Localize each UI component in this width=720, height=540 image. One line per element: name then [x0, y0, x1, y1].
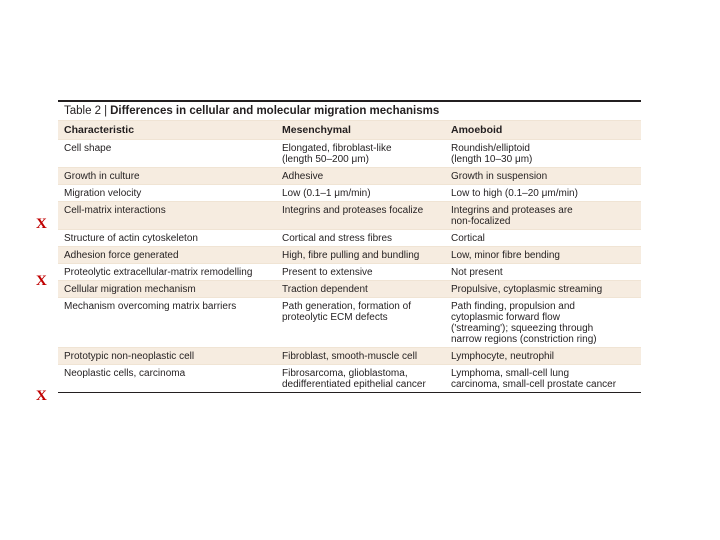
cell-text-line: Migration velocity — [64, 188, 142, 199]
cell-text-line: Propulsive, cytoplasmic streaming — [451, 284, 603, 295]
cell-text-line: Proteolytic extracellular-matrix remodelling — [64, 267, 253, 278]
cell-amoeboid — [445, 185, 641, 202]
cell-amoeboid — [445, 348, 641, 365]
cell-text-line: Mechanism overcoming matrix barriers — [64, 301, 237, 312]
marker-x: X — [36, 273, 47, 289]
cell-mesenchymal — [276, 298, 445, 348]
cell-text-line: Lymphoma, small-cell lung — [451, 368, 570, 379]
cell-mesenchymal — [276, 230, 445, 247]
cell-text-line: narrow regions (constriction ring) — [451, 334, 597, 345]
cell-text-line: (length 10–30 μm) — [451, 154, 533, 165]
cell-mesenchymal — [276, 348, 445, 365]
header-mesenchymal: Mesenchymal — [282, 124, 351, 136]
header-amoeboid: Amoeboid — [451, 124, 503, 136]
cell-text-line: ('streaming'); squeezing through — [451, 323, 594, 334]
table-row — [58, 365, 641, 393]
cell-amoeboid — [445, 202, 641, 230]
cell-text-line: Cell-matrix interactions — [64, 205, 166, 216]
cell-characteristic — [58, 264, 276, 281]
cell-mesenchymal — [276, 140, 445, 168]
cell-text-line: Integrins and proteases are — [451, 205, 573, 216]
cell-text-line: Fibroblast, smooth-muscle cell — [282, 351, 418, 362]
table-row — [58, 264, 641, 281]
cell-text-line: Prototypic non-neoplastic cell — [64, 351, 195, 362]
cell-mesenchymal — [276, 202, 445, 230]
cell-text-line: Adhesive — [282, 171, 324, 182]
cell-text-line: Integrins and proteases focalize — [282, 205, 424, 216]
cell-characteristic — [58, 168, 276, 185]
cell-text-line: Cortical and stress fibres — [282, 233, 393, 244]
cell-amoeboid — [445, 168, 641, 185]
cell-text-line: Not present — [451, 267, 503, 278]
table-row — [58, 185, 641, 202]
cell-mesenchymal — [276, 281, 445, 298]
cell-mesenchymal — [276, 264, 445, 281]
cell-characteristic — [58, 281, 276, 298]
cell-text-line: Present to extensive — [282, 267, 373, 278]
cell-text-line: Path generation, formation of — [282, 301, 411, 312]
cell-mesenchymal — [276, 365, 445, 393]
cell-text-line: Neoplastic cells, carcinoma — [64, 368, 186, 379]
cell-amoeboid — [445, 264, 641, 281]
cell-mesenchymal — [276, 168, 445, 185]
cell-text-line: Low, minor fibre bending — [451, 250, 560, 261]
cell-text-line: dedifferentiated epithelial cancer — [282, 379, 426, 390]
cell-text-line: Low to high (0.1–20 μm/min) — [451, 188, 578, 199]
table-row — [58, 298, 641, 348]
cell-text-line: proteolytic ECM defects — [282, 312, 388, 323]
cell-text-line: non-focalized — [451, 216, 511, 227]
cell-amoeboid — [445, 140, 641, 168]
caption-label: Table 2 — [64, 105, 102, 117]
migration-table — [58, 120, 641, 393]
cell-amoeboid — [445, 281, 641, 298]
cell-characteristic — [58, 348, 276, 365]
cell-amoeboid — [445, 298, 641, 348]
marker-x: X — [36, 388, 47, 404]
cell-text-line: Growth in culture — [64, 171, 140, 182]
table-row — [58, 281, 641, 298]
table-row — [58, 348, 641, 365]
cell-characteristic — [58, 230, 276, 247]
table-caption — [58, 102, 641, 120]
cell-text-line: Lymphocyte, neutrophil — [451, 351, 555, 362]
marker-x: X — [36, 216, 47, 232]
cell-characteristic — [58, 185, 276, 202]
cell-characteristic — [58, 365, 276, 393]
table-row — [58, 230, 641, 247]
cell-characteristic — [58, 298, 276, 348]
cell-text-line: Path finding, propulsion and — [451, 301, 575, 312]
table-body — [58, 140, 641, 393]
migration-table-container — [58, 100, 641, 393]
table-row — [58, 140, 641, 168]
cell-amoeboid — [445, 365, 641, 393]
cell-amoeboid — [445, 230, 641, 247]
cell-characteristic — [58, 247, 276, 264]
cell-text-line: Cortical — [451, 233, 485, 244]
table-row — [58, 247, 641, 264]
cell-text-line: Growth in suspension — [451, 171, 548, 182]
caption-title: Differences in cellular and molecular migration mechanisms — [110, 105, 440, 117]
cell-amoeboid — [445, 247, 641, 264]
cell-text-line: Cellular migration mechanism — [64, 284, 196, 295]
cell-text-line: Traction dependent — [282, 284, 368, 295]
cell-text-line: carcinoma, small-cell prostate cancer — [451, 379, 617, 390]
cell-characteristic — [58, 202, 276, 230]
cell-text-line: Adhesion force generated — [64, 250, 179, 261]
cell-text-line: Cell shape — [64, 143, 112, 154]
cell-text-line: Fibrosarcoma, glioblastoma, — [282, 368, 408, 379]
table-header-row — [58, 121, 641, 140]
header-characteristic: Characteristic — [64, 124, 135, 136]
cell-mesenchymal — [276, 185, 445, 202]
cell-mesenchymal — [276, 247, 445, 264]
cell-text-line: Elongated, fibroblast-like — [282, 143, 392, 154]
table-row — [58, 202, 641, 230]
cell-characteristic — [58, 140, 276, 168]
cell-text-line: (length 50–200 μm) — [282, 154, 369, 165]
table-row — [58, 168, 641, 185]
cell-text-line: Roundish/elliptoid — [451, 143, 530, 154]
cell-text-line: cytoplasmic forward flow — [451, 312, 560, 323]
caption-separator: | — [104, 105, 108, 117]
cell-text-line: Low (0.1–1 μm/min) — [282, 188, 371, 199]
cell-text-line: High, fibre pulling and bundling — [282, 250, 420, 261]
cell-text-line: Structure of actin cytoskeleton — [64, 233, 198, 244]
